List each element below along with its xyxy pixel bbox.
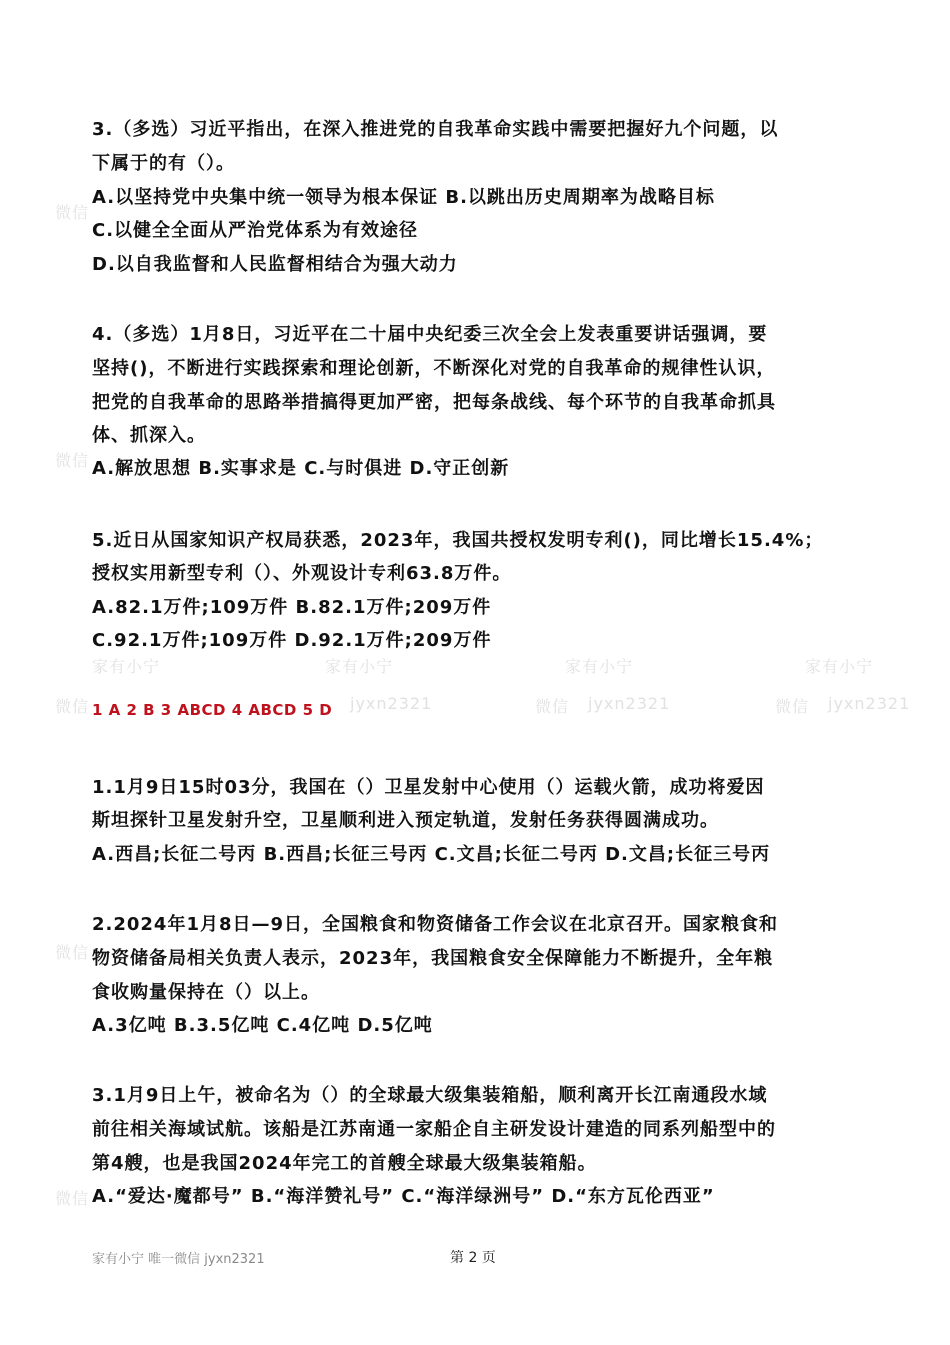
watermark-name: 家有小宁: [565, 657, 634, 676]
option-line: A.“爱达·魔都号” B.“海洋赞礼号” C.“海洋绿洲号” D.“东方瓦伦西亚”: [92, 1186, 715, 1207]
question-text-line: 3.（多选）习近平指出，在深入推进党的自我革命实践中需要把握好九个问题，以: [92, 119, 779, 140]
watermark-id: jyxn2321: [350, 694, 433, 713]
footer-watermark: 家有小宁 唯一微信 jyxn2321: [92, 1252, 265, 1267]
watermark-wechat: 微信: [535, 697, 570, 716]
page-number: 第 2 页: [450, 1250, 496, 1266]
question-text-line: 5.近日从国家知识产权局获悉，2023年，我国共授权发明专利()，同比增长15.4%；: [92, 530, 824, 551]
question-text-line: 食收购量保持在（）以上。: [92, 982, 320, 1003]
question-text-line: 前往相关海域试航。该船是江苏南通一家船企自主研发设计建造的同系列船型中的: [92, 1119, 776, 1140]
watermark-id: jyxn2321: [828, 694, 911, 713]
question-text-line: 1.1月9日15时03分，我国在（）卫星发射中心使用（）运载火箭，成功将爱因: [92, 777, 765, 798]
question-text-line: 物资储备局相关负责人表示，2023年，我国粮食安全保障能力不断提升，全年粮: [92, 948, 774, 969]
watermark-wechat: 微信: [55, 451, 90, 470]
watermark-name: 家有小宁: [92, 657, 161, 676]
watermark-name: 家有小宁: [325, 657, 394, 676]
question-text-line: 把党的自我革命的思路举措搞得更加严密，把每条战线、每个环节的自我革命抓具: [92, 392, 776, 413]
watermark-id: jyxn2321: [588, 694, 671, 713]
option-line: A.以坚持党中央集中统一领导为根本保证 B.以跳出历史周期率为战略目标: [92, 187, 715, 208]
watermark-wechat: 微信: [55, 1189, 90, 1208]
question-text-line: 体、抓深入。: [92, 425, 206, 446]
watermark-wechat: 微信: [55, 943, 90, 962]
option-line: A.解放思想 B.实事求是 C.与时俱进 D.守正创新: [92, 458, 510, 479]
watermark-wechat: 微信: [775, 697, 810, 716]
watermark-name: 家有小宁: [805, 657, 874, 676]
option-line: A.82.1万件;109万件 B.82.1万件;209万件: [92, 597, 492, 618]
option-line: D.以自我监督和人民监督相结合为强大动力: [92, 254, 458, 275]
question-text-line: 3.1月9日上午，被命名为（）的全球最大级集装箱船，顺利离开长江南通段水域: [92, 1085, 768, 1106]
question-text-line: 下属于的有（）。: [92, 153, 235, 174]
question-text-line: 2.2024年1月8日—9日，全国粮食和物资储备工作会议在北京召开。国家粮食和: [92, 914, 779, 935]
option-line: A.3亿吨 B.3.5亿吨 C.4亿吨 D.5亿吨: [92, 1015, 433, 1036]
watermark-wechat: 微信: [55, 203, 90, 222]
option-line: C.以健全全面从严治党体系为有效途径: [92, 220, 419, 241]
answer-key: 1 A 2 B 3 ABCD 4 ABCD 5 D: [92, 701, 333, 719]
question-text-line: 坚持()，不断进行实践探索和理论创新，不断深化对党的自我革命的规律性认识，: [92, 358, 776, 379]
question-text-line: 授权实用新型专利（）、外观设计专利63.8万件。: [92, 563, 512, 584]
option-line: C.92.1万件;109万件 D.92.1万件;209万件: [92, 630, 492, 651]
question-text-line: 4.（多选）1月8日，习近平在二十届中央纪委三次全会上发表重要讲话强调，要: [92, 324, 768, 345]
watermark-wechat: 微信: [55, 697, 90, 716]
question-text-line: 第4艘，也是我国2024年完工的首艘全球最大级集装箱船。: [92, 1153, 597, 1174]
question-text-line: 斯坦探针卫星发射升空，卫星顺利进入预定轨道，发射任务获得圆满成功。: [92, 810, 719, 831]
option-line: A.西昌;长征二号丙 B.西昌;长征三号丙 C.文昌;长征二号丙 D.文昌;长征三号丙: [92, 844, 771, 865]
